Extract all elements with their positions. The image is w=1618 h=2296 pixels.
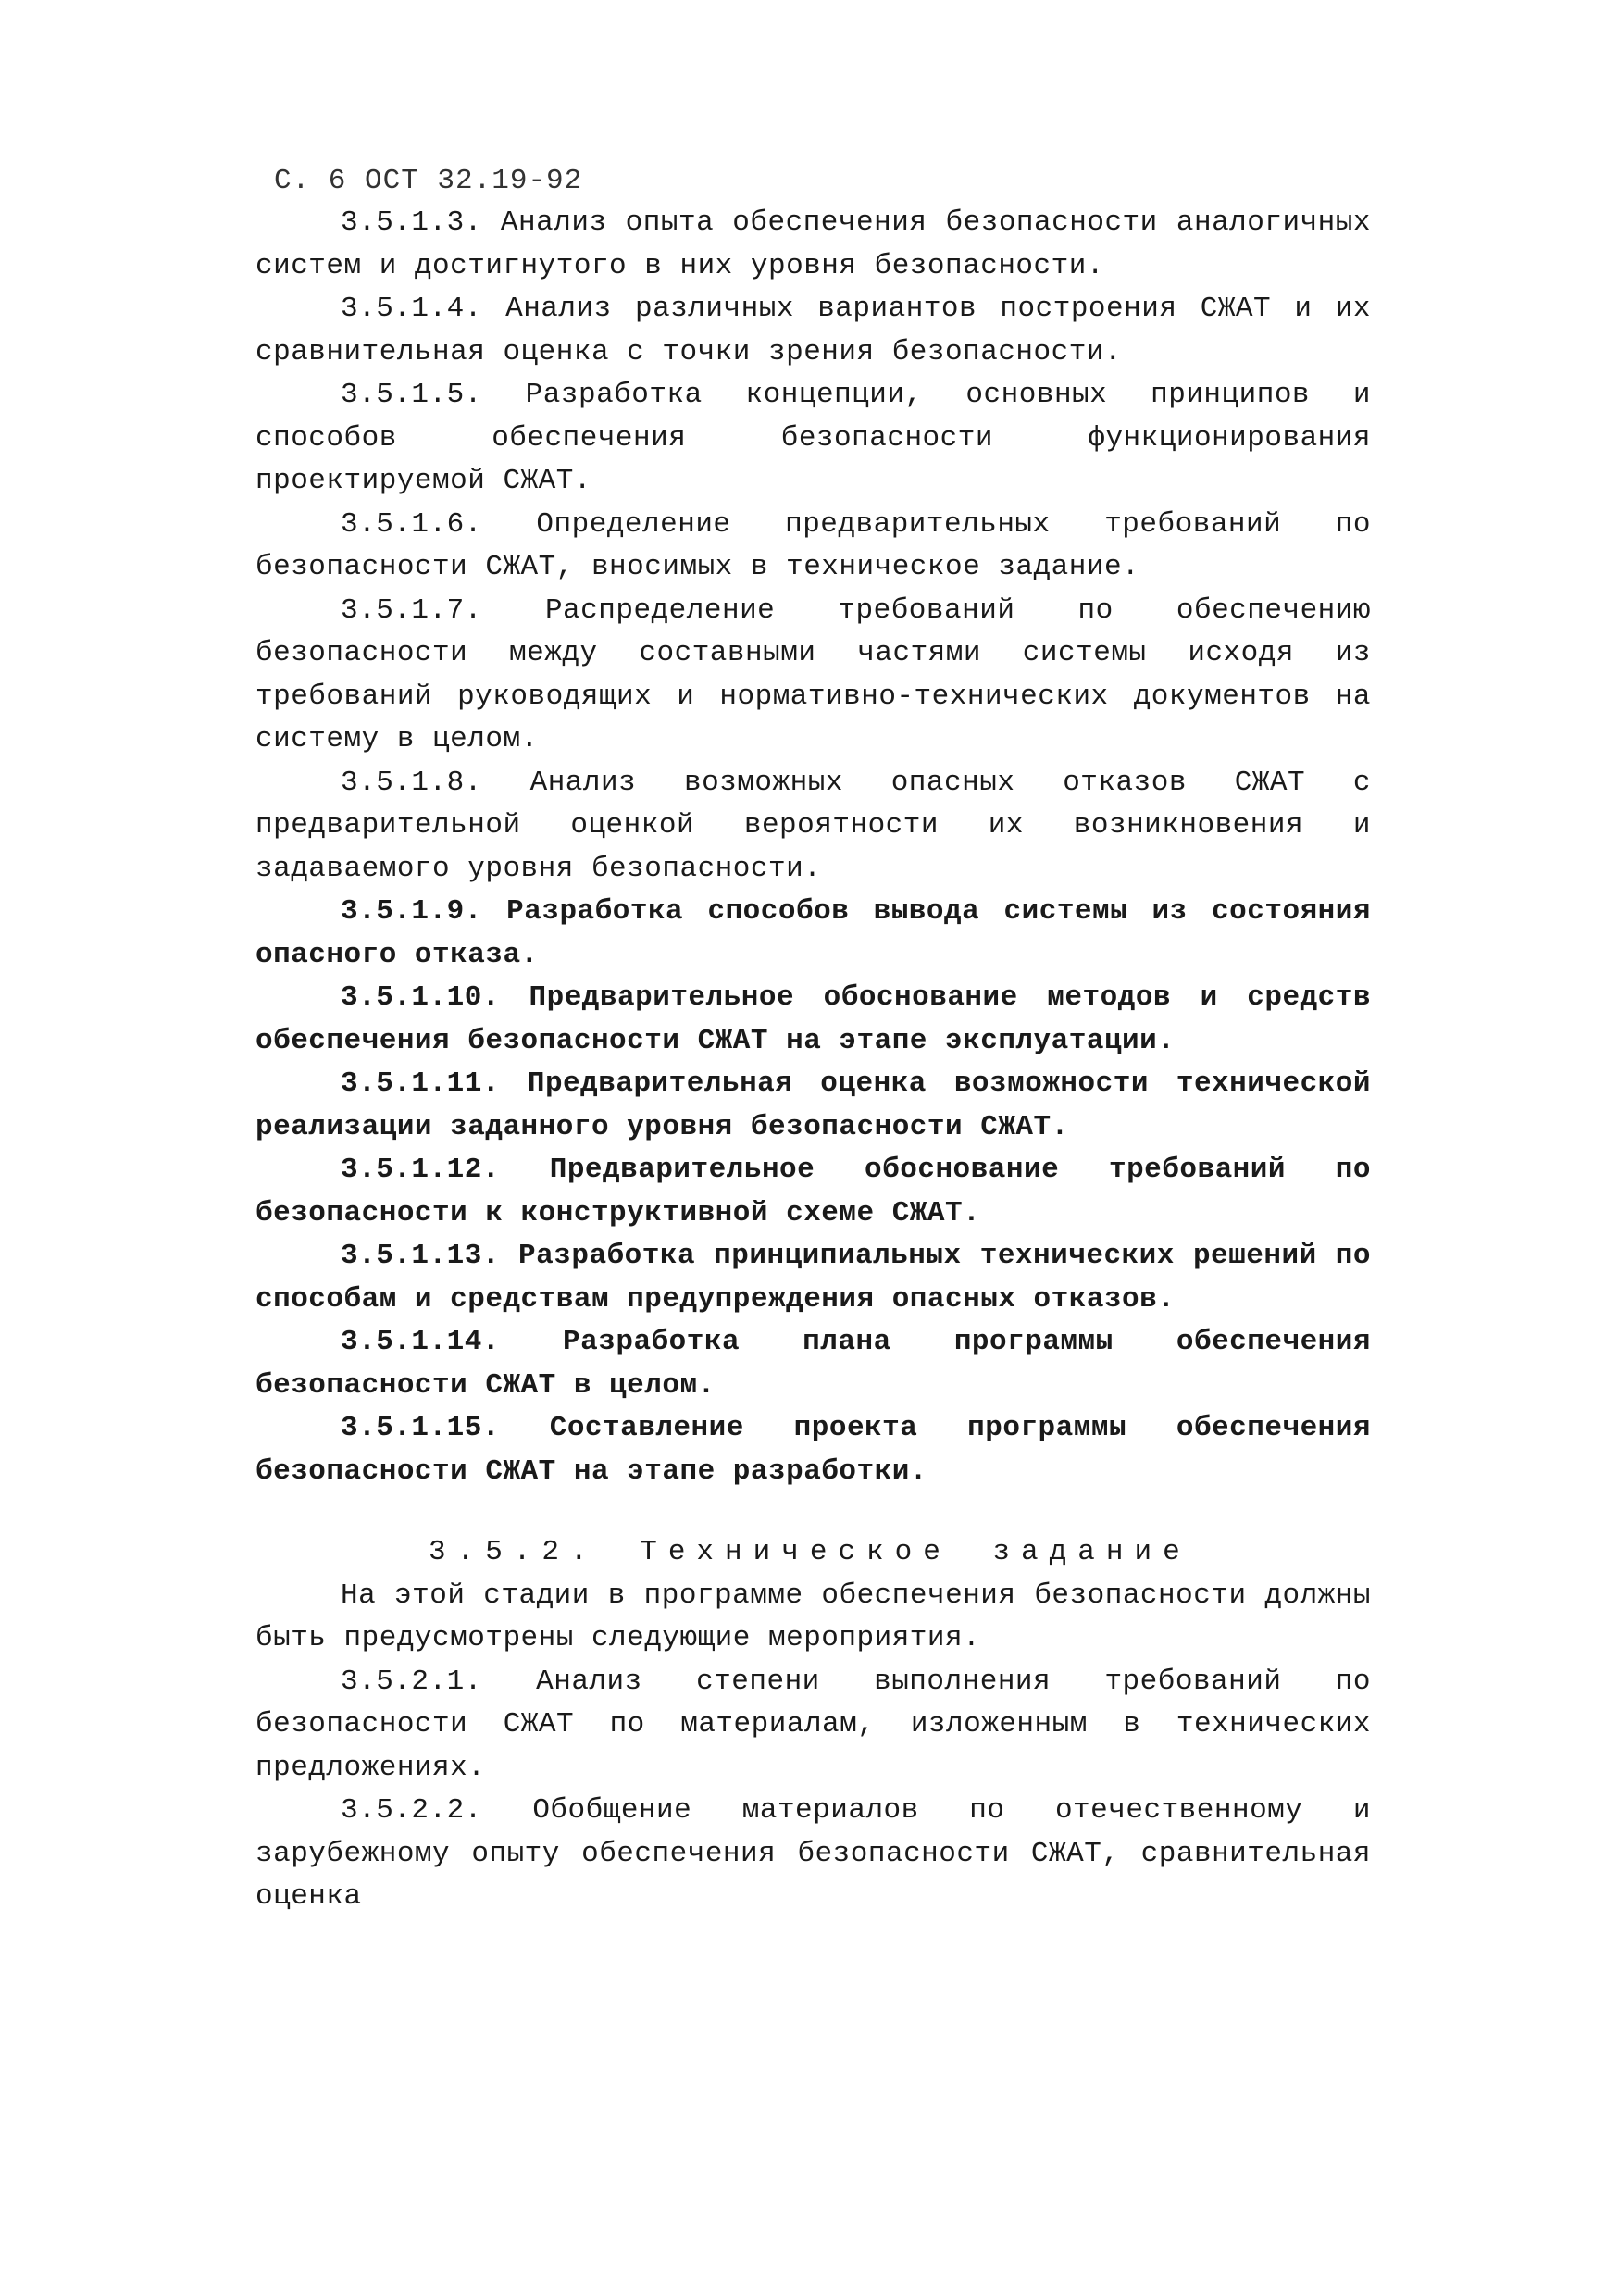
paragraph-3-5-1-5: 3.5.1.5. Разработка концепции, основных принципов и способов обеспечения безопасности функционирования проектируемой СЖАТ. [255,379,1371,497]
paragraph-3-5-1-12: 3.5.1.12. Предварительное обоснование требований по безопасности к конструктивной схеме СЖАТ. [255,1154,1371,1229]
paragraph-3-5-2-1: 3.5.2.1. Анализ степени выполнения требований по безопасности СЖАТ по материалам, изложенным в технических предложениях. [255,1665,1371,1784]
paragraph-3-5-1-3: 3.5.1.3. Анализ опыта обеспечения безопасности аналогичных систем и достигнутого в них уровня безопасности. [255,206,1371,282]
document-body [255,202,1371,1919]
paragraph-3-5-1-7: 3.5.1.7. Распределение требований по обеспечению безопасности между составными частями системы исходя из требований руководящих и нормативно-технических документов на систему в целом. [255,593,1371,755]
section-title-3-5-2: 3.5.2. Техническое задание [429,1536,1191,1568]
paragraph-3-5-1-14: 3.5.1.14. Разработка плана программы обеспечения безопасности СЖАТ в целом. [255,1326,1371,1402]
paragraph-3-5-1-11: 3.5.1.11. Предварительная оценка возможности технической реализации заданного уровня безопасности СЖАТ. [255,1067,1371,1143]
page-header: С. 6 ОСТ 32.19-92 [274,165,583,197]
paragraph-3-5-1-15: 3.5.1.15. Составление проекта программы обеспечения безопасности СЖАТ на этапе разработки. [255,1412,1371,1488]
paragraph-3-5-1-13: 3.5.1.13. Разработка принципиальных технических решений по способам и средствам предупреждения опасных отказов. [255,1240,1371,1316]
paragraph-3-5-1-4: 3.5.1.4. Анализ различных вариантов построения СЖАТ и их сравнительная оценка с точки зрения безопасности. [255,293,1371,368]
paragraph-section-intro: На этой стадии в программе обеспечения безопасности должны быть предусмотрены следующие мероприятия. [255,1578,1371,1654]
paragraph-3-5-1-6: 3.5.1.6. Определение предварительных требований по безопасности СЖАТ, вносимых в техническое задание. [255,507,1371,583]
paragraph-3-5-1-8: 3.5.1.8. Анализ возможных опасных отказов СЖАТ с предварительной оценкой вероятности их возникновения и задаваемого уровня безопасности. [255,766,1371,885]
paragraph-3-5-1-10: 3.5.1.10. Предварительное обоснование методов и средств обеспечения безопасности СЖАТ на этапе эксплуатации. [255,981,1371,1057]
paragraph-3-5-1-9: 3.5.1.9. Разработка способов вывода системы из состояния опасного отказа. [255,895,1371,971]
paragraph-3-5-2-2: 3.5.2.2. Обобщение материалов по отечественному и зарубежному опыту обеспечения безопасности СЖАТ, сравнительная оценка [255,1794,1371,1913]
